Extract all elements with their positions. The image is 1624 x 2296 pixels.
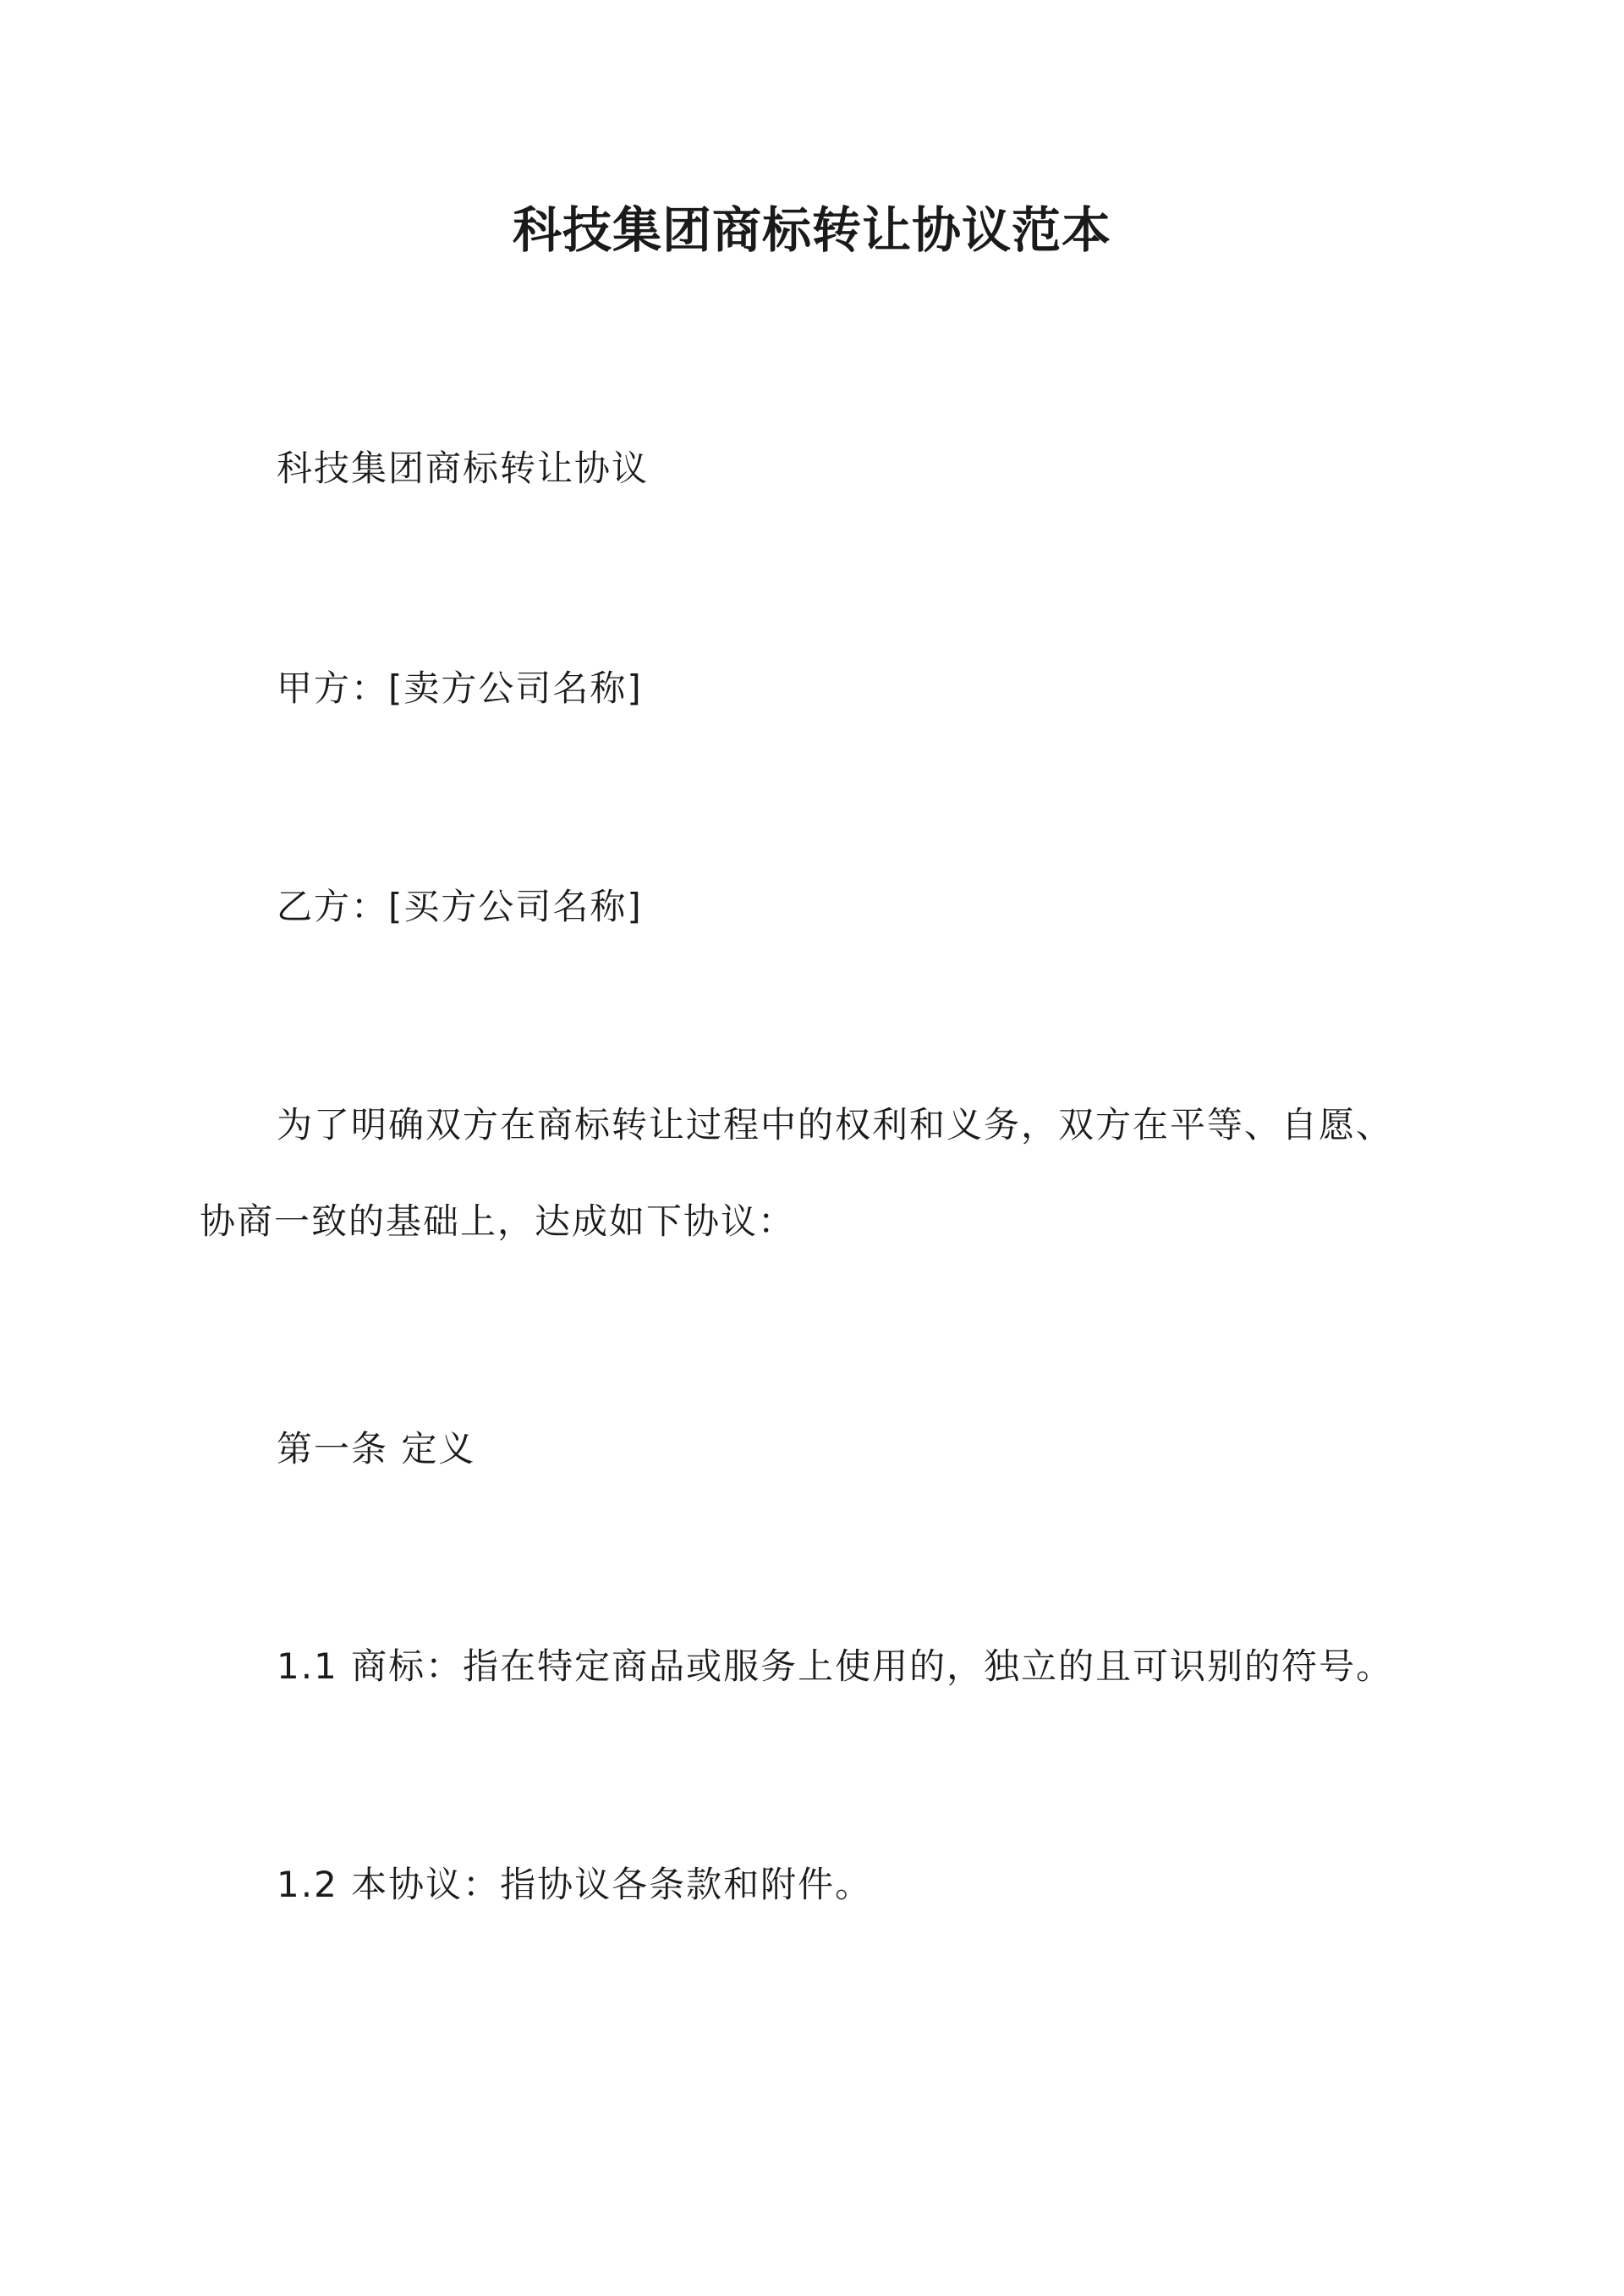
definition-1-2: 1.2 本协议：指协议各条款和附件。 [277, 1864, 873, 1905]
party-b-line: 乙方：[买方公司名称] [277, 886, 643, 927]
agreement-subtitle: 科技集团商标转让协议 [277, 448, 650, 489]
party-a-line: 甲方：[卖方公司名称] [277, 667, 643, 709]
document-title: 科技集团商标转让协议范本 [512, 201, 1111, 259]
definition-1-1: 1.1 商标：指在特定商品或服务上使用的，独立的且可识别的符号。 [277, 1645, 1394, 1687]
intro-paragraph: 为了明确双方在商标转让过程中的权利和义务，双方在平等、自愿、协商一致的基础上，达成如下协议： [200, 1104, 1394, 1242]
article-1-heading: 第一条 定义 [277, 1428, 476, 1469]
